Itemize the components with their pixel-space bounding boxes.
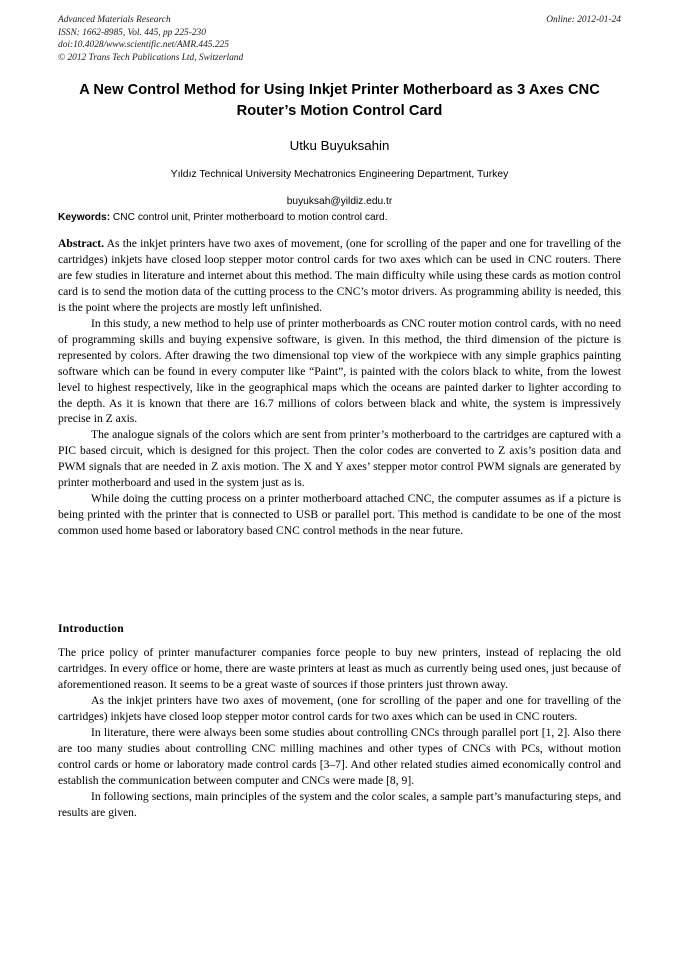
- introduction-paragraph: As the inkjet printers have two axes of movement, (one for scrolling of the paper and one for travelling of the cartridges) inkjets have closed loop stepper motor control cards for two axes which can be used in CNC routers.: [58, 693, 621, 723]
- abstract-paragraph: While doing the cutting process on a printer motherboard attached CNC, the computer assumes as if a picture is being printed with the printer that is connected to USB or parallel port. This method is candidate to be one of the most common used home based or laboratory based CNC control methods in the near future.: [58, 492, 621, 538]
- author-name: Utku Buyuksahin: [289, 138, 390, 153]
- journal-name: Advanced Materials Research: [58, 15, 171, 25]
- introduction-paragraph: The price policy of printer manufacturer companies force people to buy new printers, instead of replacing the old cartridges. In every office or home, there are waste printers at least as much as currently being used ones, just because of aforementioned reason. It seems to be a great waste of sources if those printers just thrown away.: [58, 646, 621, 691]
- abstract-paragraph: The analogue signals of the colors which are sent from printer’s motherboard to the cartridges are captured with a PIC based circuit, which is designed for this project. Then the color codes are converted to Z axis’s position data and PWM signals that are needed in Z axis motion. The X and Y axes’ stepper motor control PWM signals are generated by printer motherboard and used in the system just as is.: [58, 428, 621, 490]
- abstract-paragraph: In this study, a new method to help use of printer motherboards as CNC router motion control cards, with no need of programming skills and buying expensive software, is given. In this method, the third dimension of the picture is represented by colors. After drawing the two dimensional top view of the workpiece with any simple graphics painting software which can be found in every computer like “Paint”, is painted with the colors black to white, from the lowest level to highest respectively, like in the geographical maps which the oceans are painted darker to lighter according to the depth. As it is known that there are 16.7 millions of colors between black and white, the system is impressively precise in Z axis.: [58, 316, 621, 426]
- abstract-text-1: As the inkjet printers have two axes of movement, (one for scrolling of the paper and one for travelling of the cartridges) inkjets have closed loop stepper motor control cards for two axes which can be used in CNC routers. There are few studies in literature and internet about this method. The main difficulty while using these cards as motion control card is to send the motion data of the cutting process to the CNC’s motor drivers. As programming ability is needed, this is the point where the projects are mostly left unfinished.: [58, 237, 621, 314]
- online-date: Online: 2012-01-24: [546, 15, 621, 25]
- introduction-paragraph: In literature, there were always been some studies about controlling CNCs through parallel port [1, 2]. Also there are too many studies about controlling CNC milling machines and other types of CNCs with PCs, without motion control cards or home or laboratory made control cards [3–7]. And other related studies aimed economically control and establish the communication between computer and CNCs were made [8, 9].: [58, 725, 621, 787]
- keywords-value: CNC control unit, Printer motherboard to motion control card.: [110, 212, 388, 223]
- author-email: buyuksah@yildiz.edu.tr: [286, 196, 393, 207]
- introduction-block: [58, 645, 621, 820]
- keywords-label: Keywords:: [58, 212, 111, 223]
- copyright-line: © 2012 Trans Tech Publications Ltd, Switzerland: [58, 52, 244, 63]
- journal-metadata: [58, 14, 243, 64]
- author-affiliation: Yıldız Technical University Mechatronics Engineering Department, Turkey: [170, 169, 509, 180]
- keywords-line: [58, 211, 621, 225]
- doi-line: doi:10.4028/www.scientific.net/AMR.445.225: [58, 40, 229, 51]
- issn-line: ISSN: 1662-8985, Vol. 445, pp 225-230: [58, 27, 206, 38]
- introduction-paragraph: In following sections, main principles of the system and the color scales, a sample part’s manufacturing steps, and results are given.: [58, 789, 621, 819]
- abstract-label: Abstract.: [58, 237, 105, 250]
- abstract-block: [58, 236, 621, 539]
- abstract-paragraph: [58, 236, 621, 316]
- section-heading-introduction: Introduction: [58, 622, 124, 635]
- title-block: [58, 80, 621, 209]
- journal-header: [58, 14, 621, 64]
- page-title: A New Control Method for Using Inkjet Printer Motherboard as 3 Axes CNC Router’s Motion Control Card: [79, 82, 600, 119]
